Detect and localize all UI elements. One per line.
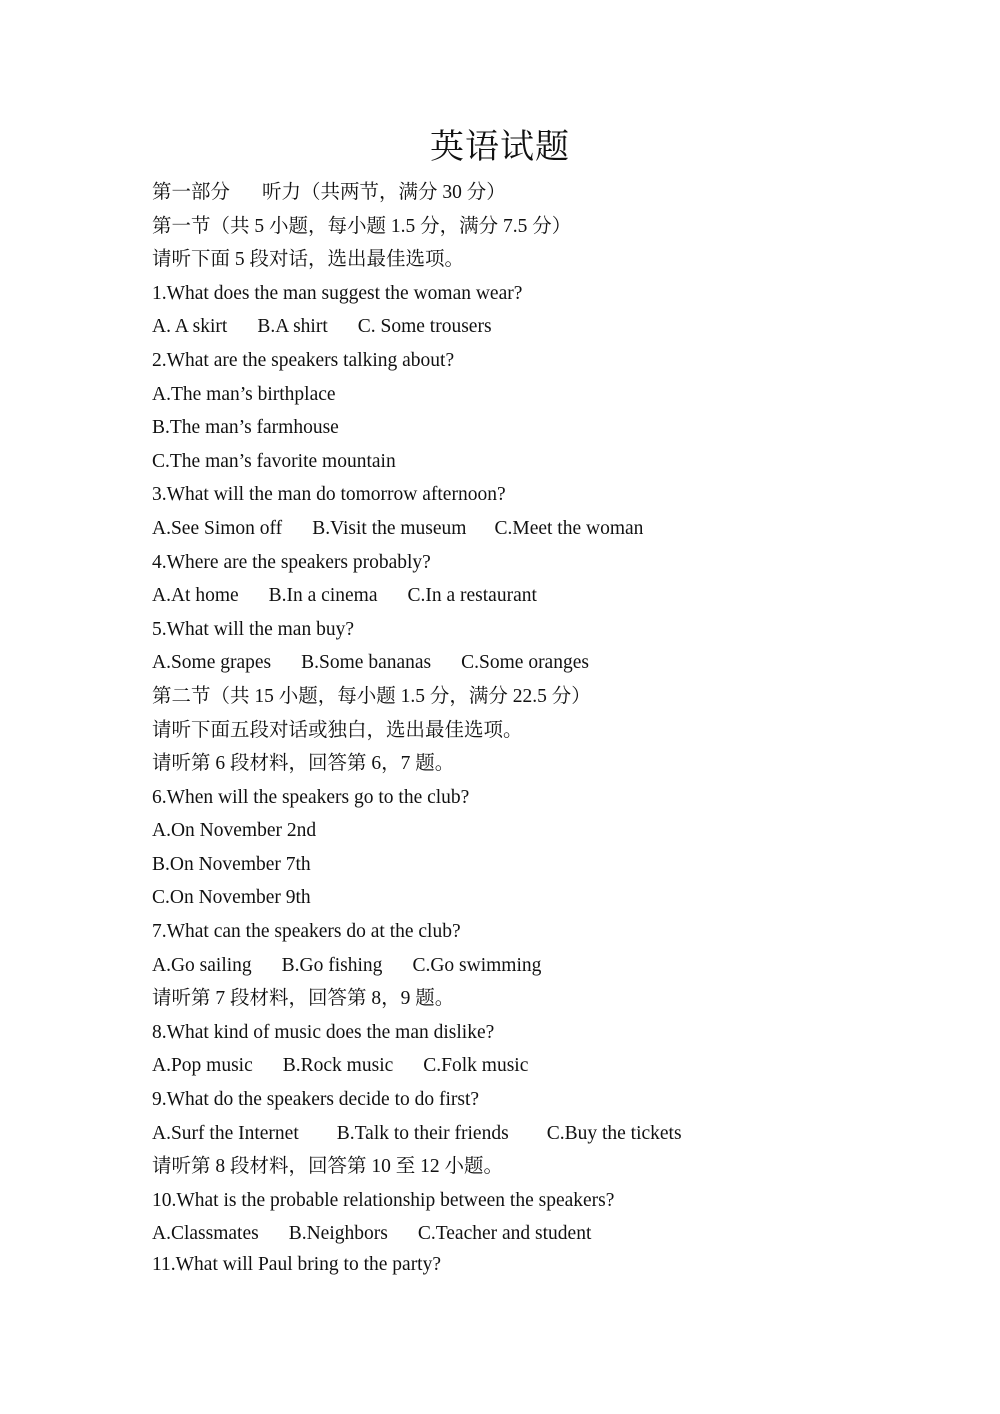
option-c: C.Buy the tickets	[546, 1122, 682, 1144]
question-10-options	[152, 1217, 952, 1251]
option-a: A. A skirt	[152, 316, 228, 338]
material-8-instruction: 请听第 8 段材料，回答第 10 至 12 小题。	[152, 1156, 504, 1178]
option-a: A.On November 2nd	[152, 820, 317, 842]
question-4-options	[152, 579, 952, 613]
option-a: A.Pop music	[152, 1055, 253, 1077]
material-7-instruction: 请听第 7 段材料，回答第 8，9 题。	[152, 988, 455, 1010]
section1-instruction: 请听下面 5 段对话，选出最佳选项。	[152, 249, 465, 271]
question-5-options	[152, 646, 952, 680]
option-b: B.Go fishing	[281, 954, 383, 976]
question-8-options	[152, 1049, 952, 1083]
option-b: B.Neighbors	[288, 1223, 388, 1245]
option-c: C. Some trousers	[357, 316, 492, 338]
option-c: C.Meet the woman	[494, 517, 644, 539]
question-1-options	[152, 310, 952, 344]
option-c: C.Some oranges	[461, 652, 589, 674]
part1-label: 第一部分	[152, 182, 231, 203]
question-9: 9.What do the speakers decide to do first?	[152, 1089, 480, 1111]
section2-header: 第二节（共 15 小题，每小题 1.5 分，满分 22.5 分）	[152, 685, 591, 707]
option-b: B.A shirt	[257, 316, 328, 338]
option-c: C.Teacher and student	[417, 1223, 592, 1245]
question-3: 3.What will the man do tomorrow afternoon?	[152, 484, 506, 506]
option-b: B.Some bananas	[301, 652, 432, 674]
exam-content	[152, 176, 952, 1279]
question-5: 5.What will the man buy?	[152, 618, 354, 640]
part1-subtitle: 听力（共两节，满分 30 分）	[262, 182, 506, 203]
option-a: A.Classmates	[152, 1223, 259, 1245]
option-c: C.Folk music	[423, 1055, 529, 1077]
option-b: B.Visit the museum	[312, 517, 467, 539]
option-c: C.The man’s favorite mountain	[152, 450, 396, 472]
part1-heading	[152, 176, 952, 210]
option-c: C.Go swimming	[412, 954, 542, 976]
question-2: 2.What are the speakers talking about?	[152, 349, 455, 371]
material-6-instruction: 请听第 6 段材料，回答第 6，7 题。	[152, 753, 455, 775]
option-b: B.Rock music	[282, 1055, 394, 1077]
question-11: 11.What will Paul bring to the party?	[152, 1254, 442, 1275]
option-b: B.In a cinema	[268, 585, 378, 607]
page-title: 英语试题	[430, 129, 570, 166]
option-c: C.On November 9th	[152, 887, 311, 909]
option-b: B.The man’s farmhouse	[152, 417, 339, 439]
question-9-options	[152, 1117, 952, 1151]
option-a: A.The man’s birthplace	[152, 383, 336, 405]
question-4: 4.Where are the speakers probably?	[152, 551, 431, 573]
option-a: A.Go sailing	[152, 954, 252, 976]
question-10: 10.What is the probable relationship between the speakers?	[152, 1189, 615, 1211]
option-a: A.At home	[152, 585, 239, 607]
option-b: B.On November 7th	[152, 853, 311, 875]
question-8: 8.What kind of music does the man dislike?	[152, 1021, 495, 1043]
option-a: A.Some grapes	[152, 652, 272, 674]
section2-instruction: 请听下面五段对话或独白，选出最佳选项。	[152, 719, 523, 741]
question-7: 7.What can the speakers do at the club?	[152, 921, 461, 943]
option-b: B.Talk to their friends	[336, 1122, 509, 1144]
question-7-options	[152, 949, 952, 983]
option-a: A.See Simon off	[152, 517, 283, 539]
question-1: 1.What does the man suggest the woman wear?	[152, 282, 523, 304]
question-3-options	[152, 512, 952, 546]
question-6: 6.When will the speakers go to the club?	[152, 786, 470, 808]
option-c: C.In a restaurant	[407, 585, 537, 607]
option-a: A.Surf the Internet	[152, 1122, 299, 1144]
section1-header: 第一节（共 5 小题，每小题 1.5 分，满分 7.5 分）	[152, 215, 572, 237]
